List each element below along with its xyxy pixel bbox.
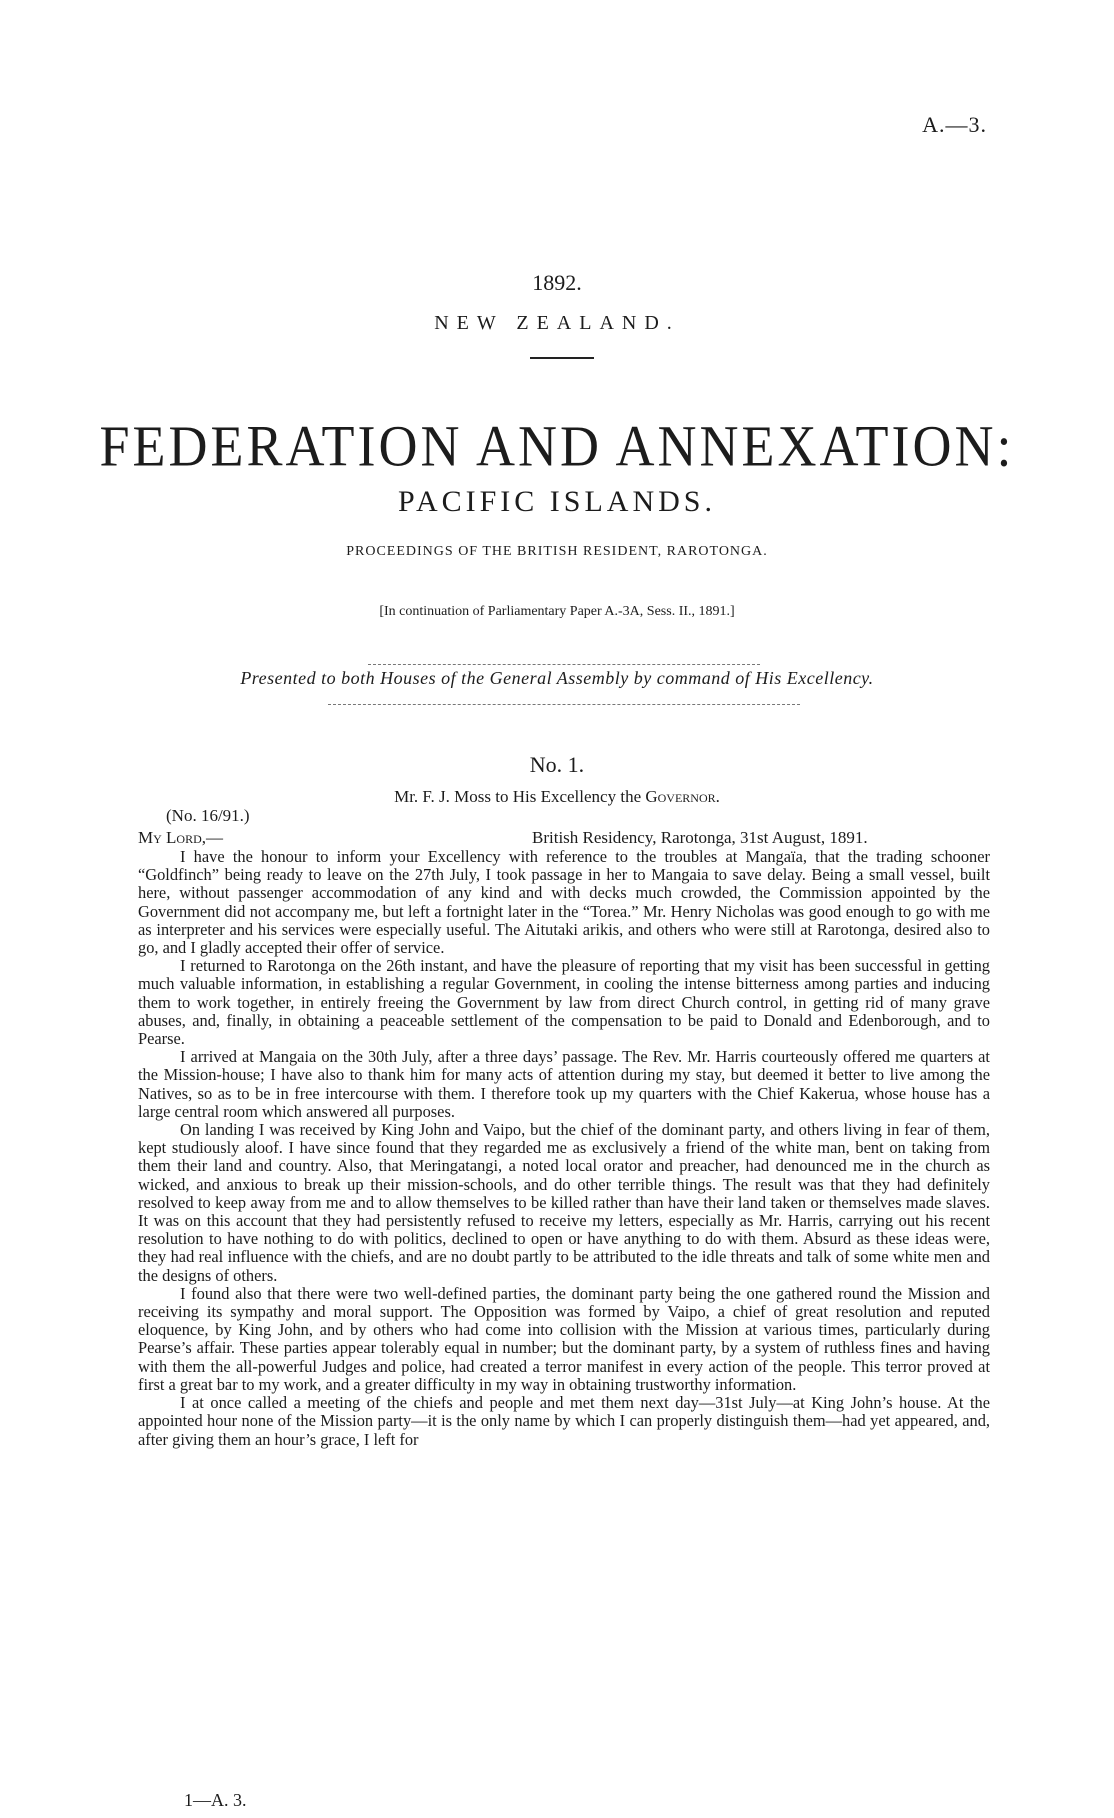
title-divider bbox=[530, 357, 594, 359]
paragraph: I arrived at Mangaia on the 30th July, after a three days’ passage. The Rev. Mr. Harris courteously offered me quarters at the Mission-house; I have also to thank him for many acts of attention during my stay, but deemed it better to live among the Natives, so as to be in free intercourse with them. I therefore took up my quarters with the Chief Kakerua, whose house has a large central room which answered all purposes. bbox=[138, 1047, 990, 1121]
letter-reference: (No. 16/91.) bbox=[166, 806, 250, 825]
proceedings-line: PROCEEDINGS OF THE BRITISH RESIDENT, RAROTONGA. bbox=[346, 544, 768, 559]
letter-body bbox=[138, 848, 990, 1449]
document-title: FEDERATION AND ANNEXATION: bbox=[99, 413, 1015, 479]
country: NEW ZEALAND. bbox=[434, 312, 680, 334]
year: 1892. bbox=[532, 270, 582, 295]
place-date: British Residency, Rarotonga, 31st August, 1891. bbox=[532, 828, 868, 847]
paragraph: I at once called a meeting of the chiefs and people and met them next day—31st July—at King John’s house. At the appointed hour none of the Mission party—it is the only name by which I can properly distinguish them—had yet appeared, and, after giving them an hour’s grace, I left for bbox=[138, 1393, 990, 1449]
paragraph: On landing I was received by King John and Vaipo, but the chief of the dominant party, and others living in fear of them, kept studiously aloof. I have since found that they regarded me as exclusively a friend of the white man, bent on taking from them their land and country. Also, that Meringatangi, a noted local orator and preacher, had denounced me in the church as wicked, and anxious to break up their mission-schools, and do other terrible things. The result was that they had definitely resolved to keep away from me and to allow themselves to be killed rather than have their land taken or themselves made slaves. It was on this account that they had persistently refused to receive my letters, especially as Mr. Harris, carrying out his recent resolution to have nothing to do with politics, declined to open or have anything to do with them. Absurd as these ideas were, they had real influence with the chiefs, and are no doubt partly to be attributed to the idle threats and talk of some white men and the designs of others. bbox=[138, 1120, 990, 1285]
paragraph: I found also that there were two well-defined parties, the dominant party being the one gathered round the Mission and receiving its sympathy and moral support. The Opposition was formed by Vaipo, a chief of great resolution and reputed eloquence, by King John, and by others who had come into collision with the Mission at various times, particularly during Pearse’s affair. These parties appear tolerably equal in number; but the dominant party, by a system of ruthless fines and having with them the all-powerful Judges and police, had created a terror manifest in every action of the people. This terror proved at first a great bar to my work, and a greater difficulty in my way in obtaining trustworthy information. bbox=[138, 1283, 990, 1394]
letter-heading bbox=[0, 787, 1114, 807]
letter-number: No. 1. bbox=[529, 752, 585, 777]
paper-code: A.—3. bbox=[922, 112, 987, 137]
paragraph: I returned to Rarotonga on the 26th instant, and have the pleasure of reporting that my visit has been successful in getting much valuable information, in establishing a regular Government, in cooling the intense bitterness among parties and inducing them to work together, in entirely freeing the Government by law from direct Church control, in getting rid of many grave abuses, and, finally, in obtaining a peaceable settlement of the compensation to be paid to Donald and Edenborough, and to Pearse. bbox=[138, 956, 990, 1049]
page-signature: 1—A. 3. bbox=[184, 1790, 247, 1810]
letter-heading-prefix: Mr. F. J. Moss to His Excellency the bbox=[394, 787, 646, 806]
salutation: My Lord,— bbox=[138, 828, 224, 847]
presented-bottom-rule bbox=[328, 704, 800, 705]
presented-line: Presented to both Houses of the General Assembly by command of His Excellency. bbox=[240, 668, 874, 688]
letter-heading-recipient: Governor. bbox=[645, 787, 720, 806]
document-subtitle: PACIFIC ISLANDS. bbox=[398, 485, 716, 518]
continuation-note: [In continuation of Parliamentary Paper A.-3A, Sess. II., 1891.] bbox=[379, 604, 735, 619]
paragraph: I have the honour to inform your Excellency with reference to the troubles at Mangaïa, that the trading schooner “Goldfinch” being ready to leave on the 27th July, I took passage in her to Mangaia to save delay. Being a small vessel, built here, without passenger accommodation of any kind and with decks much crowded, the Commission appointed by the Government did not accompany me, but left a fortnight later in the “Torea.” Mr. Henry Nicholas was good enough to go with me as interpreter and his services were especially useful. The Aitutaki arikis, and others who were still at Rarotonga, desired also to go, and I gladly accepted their offer of service. bbox=[138, 847, 990, 958]
presented-top-rule bbox=[368, 664, 760, 665]
